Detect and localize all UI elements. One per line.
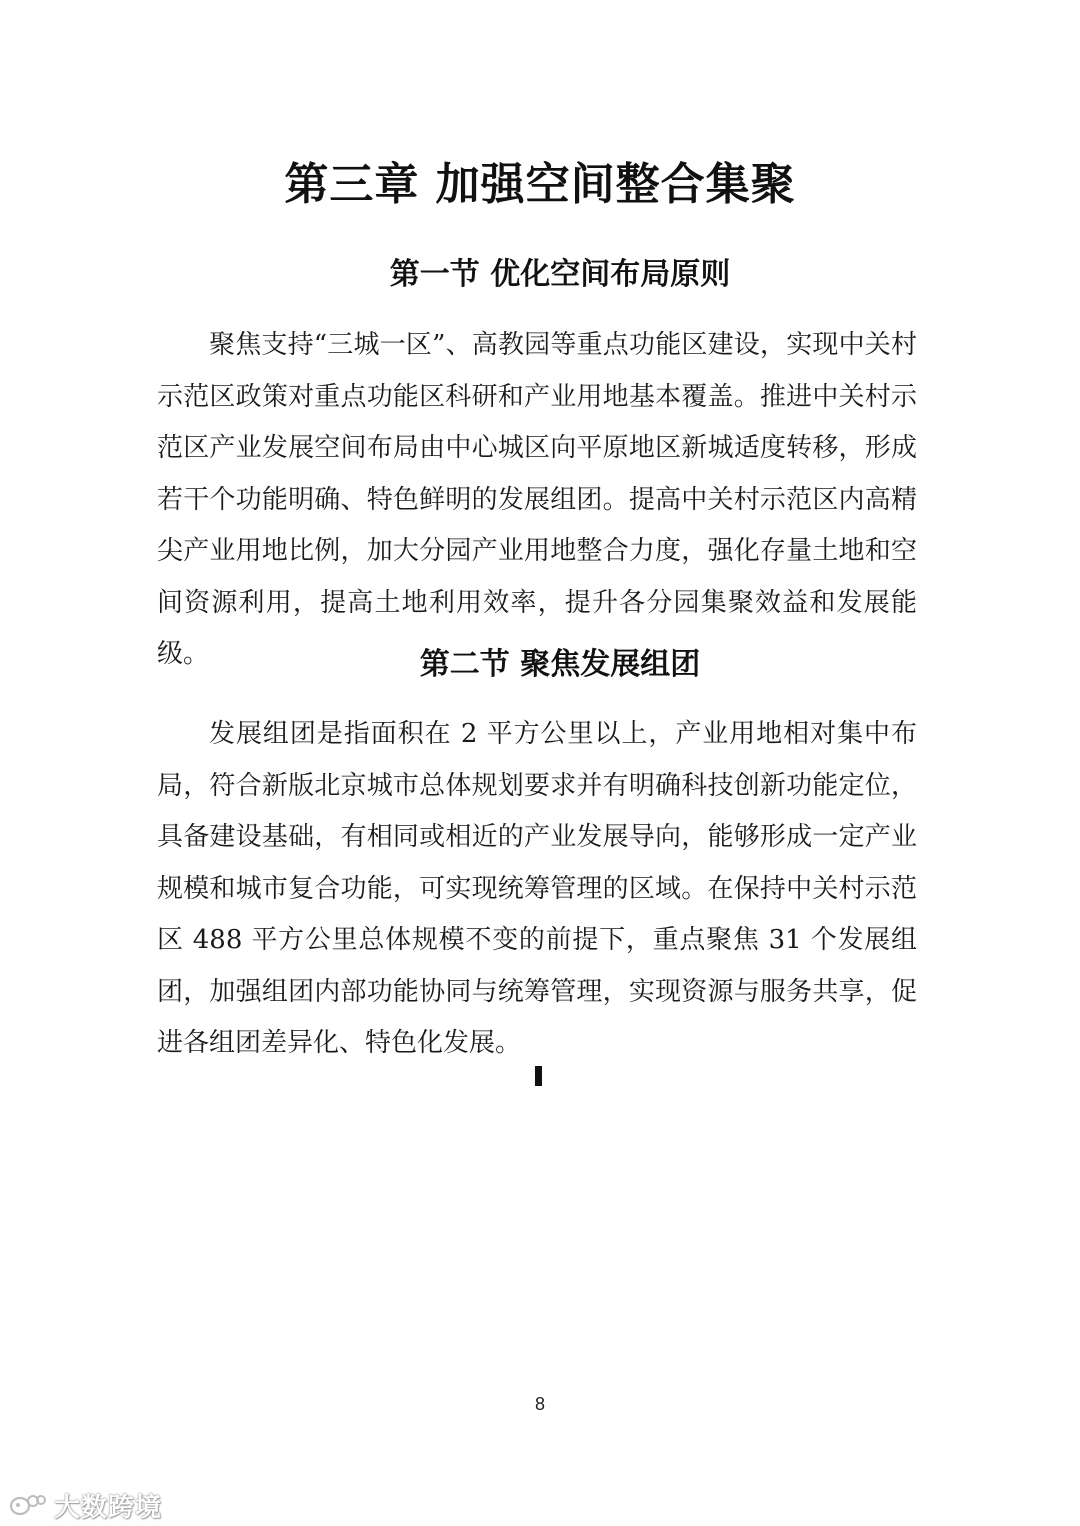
section-1-paragraph: 聚焦支持“三城一区”、高教园等重点功能区建设，实现中关村示范区政策对重点功能区科研和产业用地基本覆盖。推进中关村示范区产业发展空间布局由中心城区向平原地区新城适度转移，形成若干个功能明确、特色鲜明的发展组团。提高中关村示范区内高精尖产业用地比例，加大分园产业用地整合力度，强化存量土地和空间资源利用，提高土地利用效率，提升各分园集聚效益和发展能级。 bbox=[157, 330, 917, 669]
watermark bbox=[8, 1488, 162, 1522]
logo-icon bbox=[8, 1491, 48, 1519]
chapter-title: 第三章 加强空间整合集聚 bbox=[284, 159, 796, 210]
section-2-paragraph: 发展组团是指面积在 2 平方公里以上，产业用地相对集中布局，符合新版北京城市总体规划要求并有明确科技创新功能定位，具备建设基础，有相同或相近的产业发展导向，能够形成一定产业规模和城市复合功能，可实现统筹管理的区域。在保持中关村示范区 488 平方公里总体规模不变的前提下，重点聚焦 31 个发展组团，加强组团内部功能协同与统筹管理，实现资源与服务共享，促进各组团差异化、特色化发展。 bbox=[157, 719, 917, 1058]
section-end-marker bbox=[535, 1066, 542, 1086]
section-title-2: 第二节 聚焦发展组团 bbox=[419, 647, 701, 682]
section-title-1: 第一节 优化空间布局原则 bbox=[389, 257, 731, 292]
page-number: 8 bbox=[534, 1394, 545, 1414]
watermark-text: 大数跨境 bbox=[54, 1492, 163, 1523]
